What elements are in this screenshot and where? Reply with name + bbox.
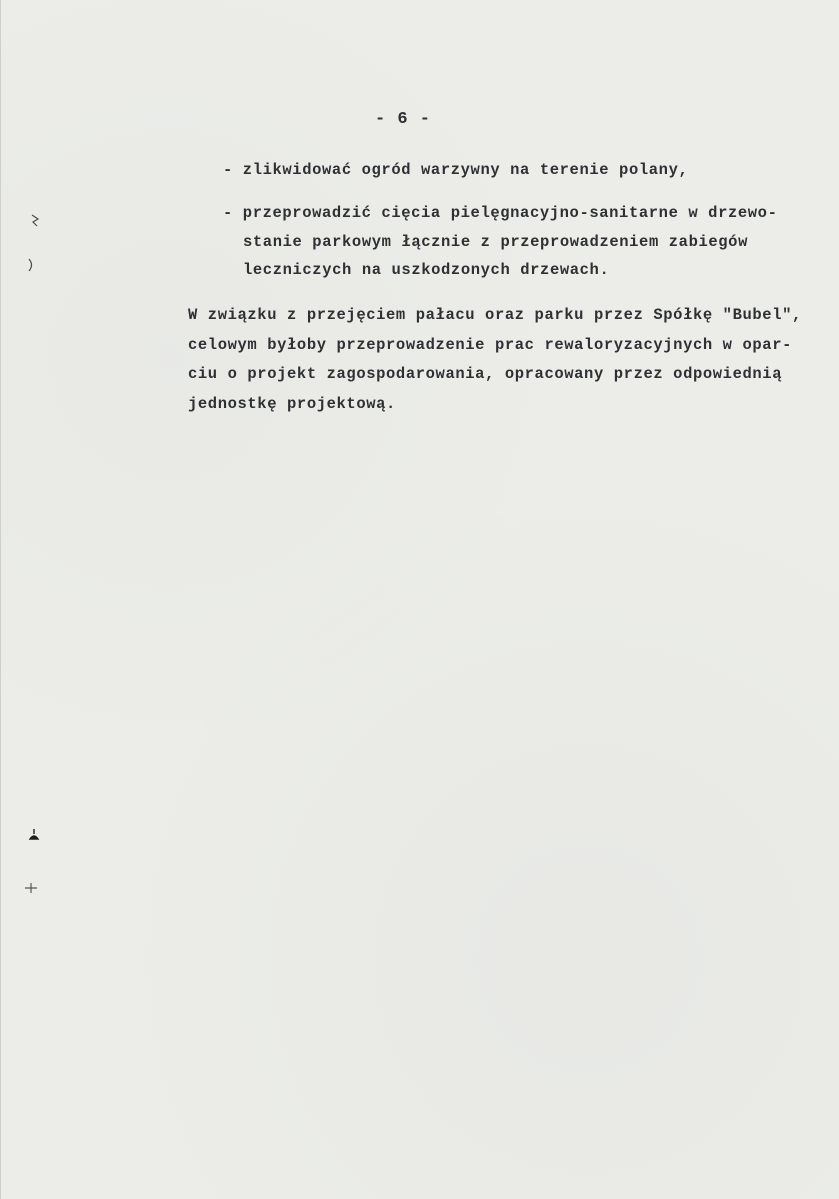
paragraph-line-3: ciu o projekt zagospodarowania, opracowany przez odpowiednią <box>188 365 783 383</box>
scan-mark-cross <box>23 880 39 896</box>
bullet-1-line-1: - zlikwidować ogród warzywny na terenie polany, <box>223 161 689 179</box>
paragraph-line-1: W związku z przejęciem pałacu oraz parku przez Spółkę "Bubel", <box>188 306 802 324</box>
bullet-2-line-2: stanie parkowym łącznie z przeprowadzeniem zabiegów <box>243 233 748 251</box>
scan-mark-blot <box>28 828 40 842</box>
paragraph-line-4: jednostkę projektową. <box>188 395 396 413</box>
scan-mark-bracket <box>26 257 36 273</box>
scan-mark-top <box>29 212 43 228</box>
page-number: - 6 - <box>375 110 432 129</box>
paragraph-line-2: celowym byłoby przeprowadzenie prac rewaloryzacyjnych w opar- <box>188 336 792 354</box>
bullet-2-line-1: - przeprowadzić cięcia pielęgnacyjno-sanitarne w drzewo- <box>223 204 778 222</box>
bullet-2-line-3: leczniczych na uszkodzonych drzewach. <box>243 261 610 279</box>
